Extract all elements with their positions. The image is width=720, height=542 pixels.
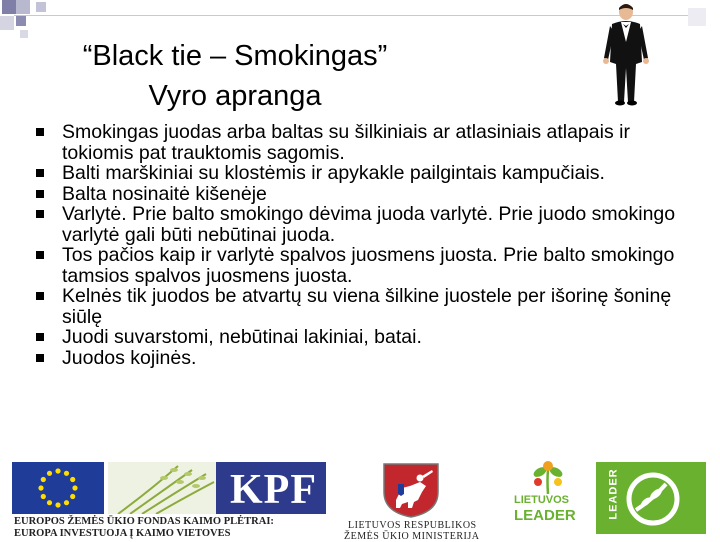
- bullet-square-icon: [36, 210, 44, 218]
- bullet-square-icon: [36, 292, 44, 300]
- list-item: Juodi suvarstomi, nebūtinai lakiniai, batai.: [36, 327, 676, 348]
- list-item: Juodos kojinės.: [36, 348, 676, 369]
- eu-flag-logo: [12, 462, 104, 514]
- eu-leader-logo: [596, 462, 706, 534]
- tuxedo-man-illustration: [598, 2, 654, 106]
- lietuvos-leader-text-1: LIETUVOS: [514, 494, 570, 506]
- kpf-logo: [216, 462, 326, 514]
- eu-fund-caption-2: EUROPA INVESTUOJA Į KAIMO VIETOVES: [14, 528, 231, 539]
- list-item: Balti marškiniai su klostėmis ir apykakle pailgintais kampučiais.: [36, 163, 676, 184]
- list-item: Smokingas juodas arba baltas su šilkiniais ar atlasiniais atlapais ir tokiomis pat trauktomis sagomis.: [36, 122, 676, 163]
- title-line-2: Vyro apranga: [148, 80, 322, 112]
- eu-leader-circle-icon: [622, 470, 684, 528]
- ministry-caption-2: ŽEMĖS ŪKIO MINISTERIJA: [344, 531, 480, 542]
- bullet-list: [36, 122, 676, 368]
- list-item: Tos pačios kaip ir varlytė spalvos juosmens juosta. Prie balto smokingo tamsios spalvos juosmens juosta.: [36, 245, 676, 286]
- eu-leader-vertical-text: LEADER: [607, 468, 620, 520]
- ministry-caption-1: LIETUVOS RESPUBLIKOS: [348, 520, 477, 531]
- sponsor-logos-strip: [0, 458, 720, 540]
- bullet-square-icon: [36, 333, 44, 341]
- eu-fund-caption-1: EUROPOS ŽEMĖS ŪKIO FONDAS KAIMO PLĖTRAI:: [14, 516, 274, 527]
- title-line-1: “Black tie – Smokingas”: [82, 40, 388, 72]
- bullet-square-icon: [36, 128, 44, 136]
- bullet-square-icon: [36, 190, 44, 198]
- slide-title: [70, 36, 400, 116]
- lithuanian-coat-of-arms-logo: [378, 462, 444, 518]
- corner-decoration-right: [688, 8, 706, 26]
- bullet-square-icon: [36, 169, 44, 177]
- list-item: Varlytė. Prie balto smokingo dėvima juoda varlytė. Prie juodo smokingo varlytė gali būti nebūtinai juoda.: [36, 204, 676, 245]
- list-item: Kelnės tik juodos be atvartų su viena šilkine juostele per išorinę šoninę siūlę: [36, 286, 676, 327]
- lietuvos-leader-plant-icon: [526, 460, 570, 494]
- bullet-square-icon: [36, 251, 44, 259]
- lietuvos-leader-text-2: LEADER: [514, 507, 576, 524]
- bullet-square-icon: [36, 354, 44, 362]
- kpf-logo-text: KPF: [230, 467, 317, 513]
- wheat-graphic: [108, 462, 216, 514]
- list-item: Balta nosinaitė kišenėje: [36, 184, 676, 205]
